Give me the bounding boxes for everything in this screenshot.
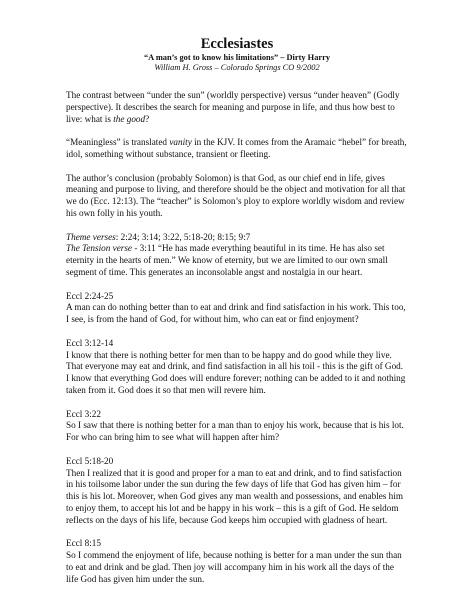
intro-text-post: ? [145, 113, 150, 124]
meaningless-text-emphasis: vanity [169, 137, 192, 148]
verse-section [66, 538, 408, 585]
verse-reference: Eccl 3:22 [66, 408, 101, 419]
intro-text-emphasis: the good [113, 113, 146, 124]
verse-text: So I saw that there is nothing better for a man than to enjoy his work, because that is his lot. For who can bring him to see what will happen after him? [66, 420, 404, 443]
verse-text: So I commend the enjoyment of life, because nothing is better for a man under the sun than to eat and drink and be glad. Then joy will accompany him in his work all the days of the life God has given him under the sun. [66, 550, 402, 584]
document-body [66, 90, 408, 585]
intro-paragraph [66, 90, 408, 125]
conclusion-paragraph: The author’s conclusion (probably Solomon) is that God, as our chief end in life, gives meaning and purpose to living, and therefore should be the object and motivation for all that we do (Ecc. 12:13). The “teacher” is Solomon’s ploy to explore worldly wisdom and review his own folly in his youth. [66, 172, 406, 218]
document-subtitle: “A man’s got to know his limitations” – Dirty Harry [143, 53, 331, 62]
verse-reference: Eccl 2:24-25 [66, 290, 114, 301]
meaningless-text-pre: “Meaningless” is translated [66, 137, 170, 148]
theme-paragraph [66, 232, 408, 279]
meaningless-text-post: in the KJV. It comes from the Aramaic “hebel” for breath, idol, something without substance, transient or fleeting. [66, 137, 407, 159]
document-byline: William H. Gross – Colorado Springs CO 9/2002 [154, 63, 320, 72]
tension-verse-text: - 3:11 “He has made everything beautiful in its time. He has also set eternity in the hearts of men.” We know of eternity, but we are limited to our own small segment of time. This generates an inconsolable angst and nostalgia in our heart. [66, 243, 388, 277]
verse-text: I know that there is nothing better for men than to be happy and do good while they live. That everyone may eat and drink, and find satisfaction in all his toil - this is the gift of God. I know that everything God does will endure forever; nothing can be added to it and nothing taken from it. God does it so that men will revere him. [66, 349, 406, 395]
verse-section [66, 338, 408, 397]
verse-reference: Eccl 8:15 [66, 538, 101, 549]
verse-reference: Eccl 5:18-20 [66, 455, 114, 466]
verse-text: A man can do nothing better than to eat and drink and find satisfaction in his work. This too, I see, is from the hand of God, for without him, who can eat or find enjoyment? [66, 302, 406, 325]
tension-verse-label: The Tension verse [66, 243, 133, 254]
verse-reference: Eccl 3:12-14 [66, 337, 114, 348]
verse-section [66, 409, 408, 444]
verse-section [66, 456, 408, 527]
theme-verses-label: Theme verses [66, 231, 116, 242]
theme-verses-refs: : 2:24; 3:14; 3:22, 5:18-20; 8:15; 9:7 [115, 231, 251, 242]
verse-section [66, 291, 408, 326]
meaningless-paragraph [66, 137, 408, 161]
intro-text-pre: The contrast between “under the sun” (worldly perspective) versus “under heaven” (Godly perspective). It describes the search for meaning and purpose in life, and thus how best to live: what is [66, 90, 400, 124]
verse-text: Then I realized that it is good and proper for a man to eat and drink, and to find satisfaction in his toilsome labor under the sun during the few days of life that God has given him – for this is his lot. Moreover, when God gives any man wealth and possessions, and enables him to enjoy them, to accept his lot and be happy in his work – this is a gift of God. He seldom reflects on the days of his life, because God keeps him occupied with gladness of heart. [66, 467, 403, 525]
document-title: Ecclesiastes [200, 36, 274, 52]
